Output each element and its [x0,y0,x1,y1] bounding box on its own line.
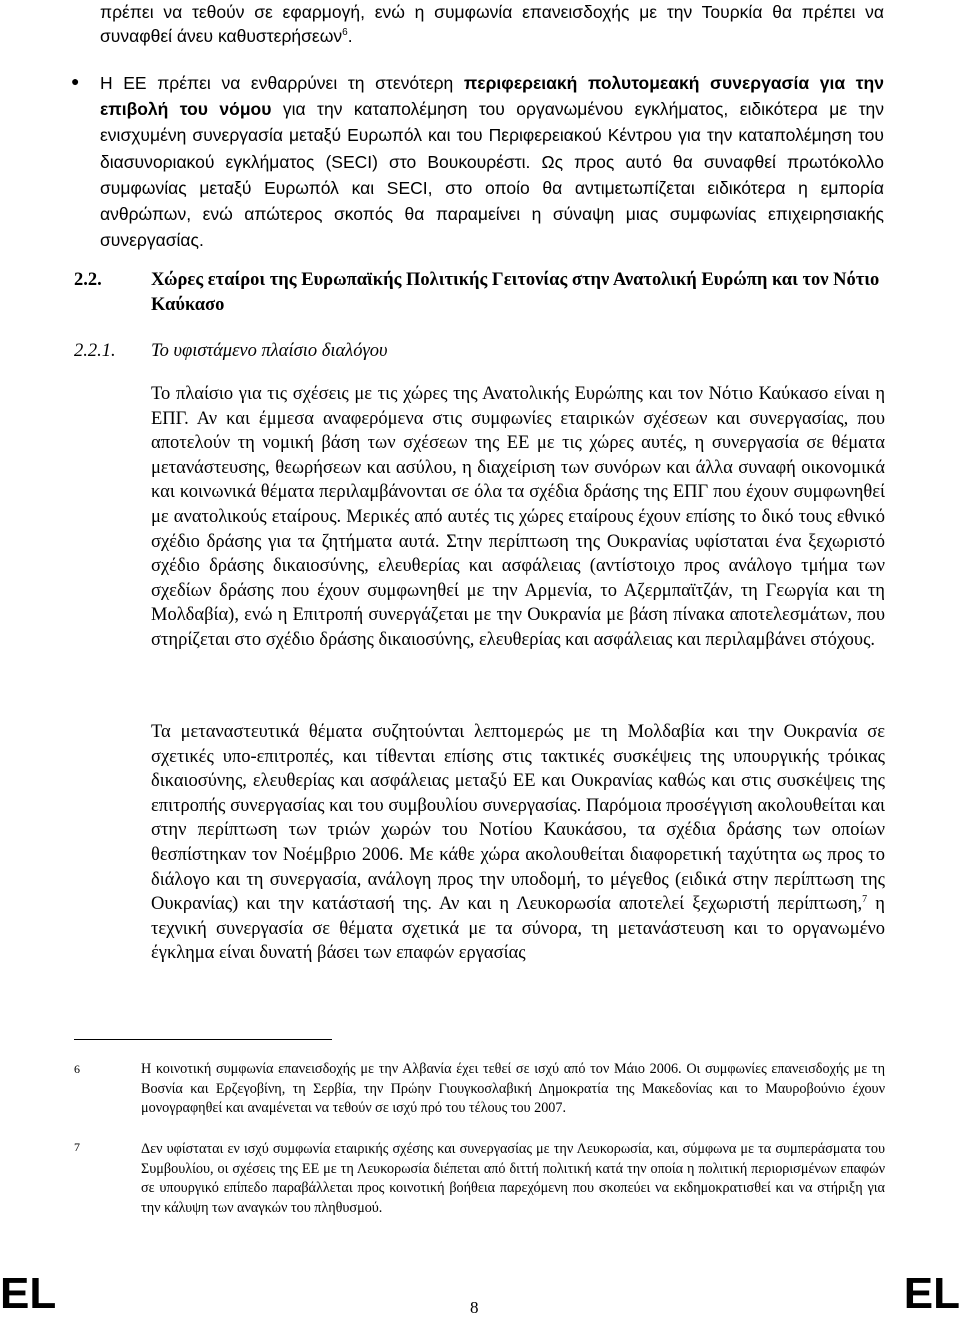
paragraph2-text-1: Τα μεταναστευτικά θέματα συζητούνται λεπτομερώς με τη Μολδαβία και την Ουκρανία σε σχετικές υπο-επιτροπές, και τίθενται επίσης στις τακτικές συσκέψεις της υπουργικής τρόικας δικαιοσύνης, ελευθερίας και ασφάλειας μεταξύ ΕΕ και Ουκρανίας καθώς και στις συσκέψεις της επιτροπής συνεργασίας και του συμβουλίου συνεργασίας. Παρόμοια προσέγγιση ακολουθείται και στην περίπτωση των τριών χωρών του Νοτίου Καυκάσου, τα σχέδια δράσης των οποίων θεσπίστηκαν τον Νοέμβριο 2006. Με κάθε χώρα ακολουθείται διαφορετική ταχύτητα ως προς το διάλογο και τη συνεργασία, ανάλογη προς την υποδομή, το μέγεθος (ειδικά στην περίπτωση της Ουκρανίας) και την κατάστασή της. Αν και η Λευκορωσία αποτελεί ξεχωριστή περίπτωση, [151,722,885,915]
footnote-7-text: Δεν υφίσταται εν ισχύ συμφωνία εταιρικής σχέσης και συνεργασίας με την Λευκορωσία, και, σύμφωνα με τα συμπεράσματα του Συμβουλίου, οι σχέσεις της ΕΕ με τη Λευκορωσία διέπεται από διττή πολιτική κατά την οποία η πολιτική περιορισμένων επαφών σε υπουργικό επίπεδο παραβάλλεται προς κοινοτική βοήθεια παρεχόμενη που σκοπεύει να εκδημοκρατισθεί και να στήριξη για την κάλυψη των αναγκών του πληθυσμού. [141,1141,885,1216]
paragraph2-text-2: η τεχνική συνεργασία σε θέματα σχετικά με τα σύνορα, τη μετανάστευση και το οργανωμένο έγκλημα είναι δυνατή βάσει των επαφών εργασίας [151,894,885,964]
footnote-number-7: 7 [74,1140,80,1154]
bullet-text-1: Η ΕΕ πρέπει να ενθαρρύνει τη στενότερη [100,73,464,93]
section-title: Χώρες εταίροι της Ευρωπαϊκής Πολιτικής Γειτονίας στην Ανατολική Ευρώπη και τον Νότιο Καύκασο [151,270,880,315]
subsection-title: Το υφιστάμενο πλαίσιο διαλόγου [151,341,388,361]
page-number: 8 [470,1298,479,1317]
language-code-left: EL [0,1269,57,1318]
footnote-6-text: Η κοινοτική συμφωνία επανεισδοχής με την Αλβανία έχει τεθεί σε ισχύ από τον Μάιο 2006. Οι συμφωνίες επανεισδοχής με τη Βοσνία και Ερζεγοβίνη, τη Σερβία, την Πρώην Γιουγκοσλαβική Δημοκρατία της Μακεδονίας και το Μαυροβούνιο έχουν μονογραφηθεί και αναμένεται να τεθούν σε ισχύ πρό του τέλους του 2007. [141,1061,885,1117]
footnote-ref-7[interactable]: 7 [862,894,868,905]
footnote-ref-6[interactable]: 6 [342,27,348,39]
bullet-bold-text: περιφερειακή πολυτομεακή συνεργασία για την επιβολή του νόμου [100,73,884,120]
footnote-number-6: 6 [74,1062,80,1076]
continuation-end: . [347,26,353,46]
bullet-paragraph [100,70,884,253]
body-paragraph-2 [151,720,885,966]
footnote-separator [74,1039,332,1040]
section-number: 2.2. [74,270,102,290]
continuation-text: πρέπει να τεθούν σε εφαρμογή, ενώ η συμφωνία επανεισδοχής με την Τουρκία θα πρέπει να συναφθεί άνευ καθυστερήσεων [100,2,884,46]
language-code-right: EL [903,1269,960,1318]
continuation-paragraph [100,0,884,48]
bullet-dot-icon: ● [71,75,80,90]
subsection-number: 2.2.1. [74,341,116,361]
bullet-text-2: για την καταπολέμηση του οργανωμένου εγκλήματος, ειδικότερα με την ενισχυμένη συνεργασία μεταξύ Ευρωπόλ και του Περιφερειακού Κέντρου για την καταπολέμηση του διασυνοριακού εγκλήματος (SECI) στο Βουκουρέστι. Ως προς αυτό θα συναφθεί πρωτόκολλο συμφωνίας μεταξύ Ευρωπόλ και SECI, στο οποίο θα αντιμετωπίζεται ειδικότερα η εμπορία ανθρώπων, ενώ απώτερος σκοπός θα παραμείνει η σύναψη μιας συμφωνίας επιχειρησιακής συνεργασίας. [100,99,884,251]
body-paragraph-1: Το πλαίσιο για τις σχέσεις με τις χώρες της Ανατολικής Ευρώπης και τον Νότιο Καύκασο είναι η ΕΠΓ. Αν και έμμεσα αναφερόμενα στις συμφωνίες εταιρικών σχέσεων και συνεργασίας, που αποτελούν τη νομική βάση των σχέσεων της ΕΕ με τις χώρες αυτές, η συνεργασία σε θέματα μετανάστευσης, θεωρήσεων και ασύλου, η διαχείριση των συνόρων και άλλα συναφή οικονομικά και κοινωνικά θέματα περιλαμβάνονται σε όλα τα σχέδια δράσης της ΕΠΓ που έχουν συμφωνηθεί με ανατολικούς εταίρους. Μερικές από αυτές τις χώρες εταίρους έχουν επίσης το δικό τους εθνικό σχέδιο δράσης για τα ζητήματα αυτά. Στην περίπτωση της Ουκρανίας υφίσταται ένα ξεχωριστό σχέδιο δράσης δικαιοσύνης, ελευθερίας και ασφάλειας (αντίστοιχο προς ανάλογο τμήμα των σχεδίων δράσης που έχουν συμφωνηθεί με την Αρμενία, το Αζερμπαϊτζάν, τη Γεωργία και τη Μολδαβία), ενώ η Επιτροπή συνεργάζεται με την Ουκρανία με βάση πίνακα αποτελεσμάτων, που στηρίζεται στο σχέδιο δράσης δικαιοσύνης, ελευθερίας και ασφάλειας και περιλαμβάνει στόχους. [151,384,885,650]
